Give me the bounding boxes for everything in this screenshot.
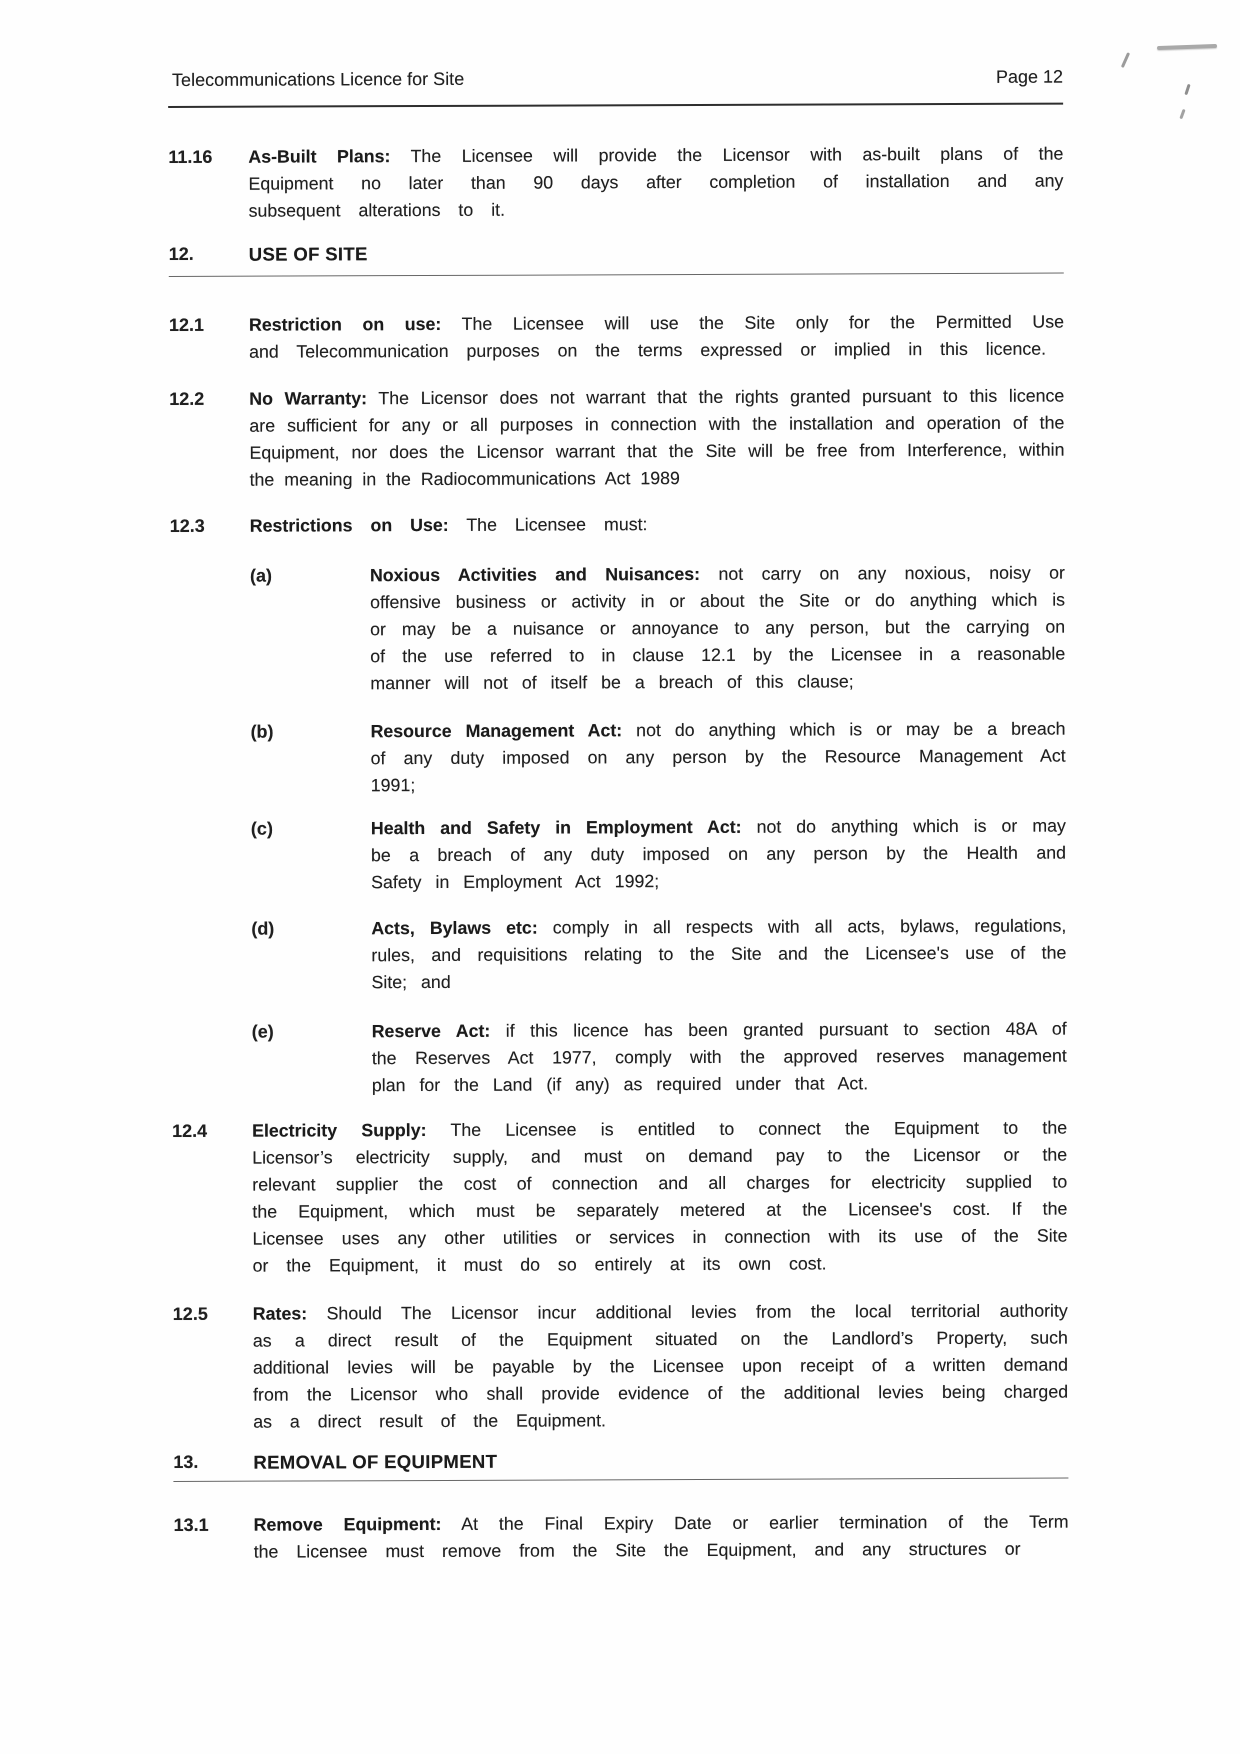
clause-12-1: [169, 309, 1064, 366]
clause-label: As-Built Plans:: [248, 146, 391, 167]
subclause-label: Reserve Act:: [371, 1020, 491, 1042]
subclause-e: [252, 1016, 1067, 1100]
clause-12-4: [172, 1115, 1068, 1280]
clause-paragraph: [252, 1115, 1068, 1280]
clause-label: Restrictions on Use:: [249, 514, 449, 536]
clause-paragraph: [250, 510, 1065, 540]
clause-text: The Licensee is entitled to connect the Equipment to the Licensor’s electricity supply, and must on demand pay to the Licensor or the relevant supplier the cost of connection and all charges for electricity supplied to the Equipment, which must be separately metered at the Licensee's cost. If the Licensee uses any other utilities or services in connection with its use of the Site or the Equipment, it must do so entirely at its own cost.: [252, 1117, 1068, 1276]
subclause-label: Resource Management Act:: [370, 720, 623, 742]
clause-text: The Licensee will use the Site only for the Permitted Use and Telecommunication purposes on the terms expressed or implied in this licence.: [249, 311, 1064, 362]
clause-12-5: [173, 1298, 1069, 1436]
subclause-b: [250, 716, 1065, 800]
clause-paragraph: [249, 383, 1064, 494]
clause-text: Should The Licensor incur additional levies from the local territorial authority as a direct result of the Equipment situated on the Landlord’s Property, such additional levies will be payable by the Licensee upon receipt of a written demand from the Licensor who shall provide evidence of the additional levies being charged as a direct result of the Equipment.: [252, 1300, 1069, 1432]
subclause-paragraph: [370, 716, 1065, 800]
header-rule: [168, 103, 1063, 108]
subclause-letter: (b): [250, 721, 274, 742]
section-rule: [173, 1478, 1068, 1482]
clause-number: 11.16: [168, 146, 213, 167]
subclause-label: Health and Safety in Employment Act:: [370, 816, 742, 839]
page-header: [168, 67, 1063, 91]
scan-artifact-tick: [1121, 52, 1130, 68]
subclause-text: not carry on any noxious, noisy or offensive business or activity in or about the Site or do anything which is or may be a nuisance or annoyance to any person, but the carrying on of the use referred to in clause 12.1 by the Licensee in a reasonable manner will not of itself be a breach of this clause;: [370, 562, 1066, 694]
document-title: Telecommunications Licence for Site: [171, 68, 465, 90]
subclause-text: comply in all respects with all acts, bylaws, regulations, rules, and requisitions relating to the Site and the Licensee's use of the Site; and: [371, 915, 1067, 993]
clause-text: The Licensee will provide the Licensor with as-built plans of the Equipment no later than 90 days after completion of installation and any subsequent alterations to it.: [248, 143, 1064, 221]
subclause-c: [251, 813, 1066, 897]
subclause-d: [251, 913, 1066, 997]
scan-artifact-tick: [1184, 84, 1190, 95]
clause-paragraph: [254, 1509, 1069, 1566]
scan-artifact-tick: [1179, 109, 1185, 119]
section-number: 12.: [168, 243, 194, 264]
clause-number: 13.1: [173, 1514, 209, 1535]
clause-text: The Licensee must:: [466, 514, 648, 535]
clause-label: Remove Equipment:: [253, 1513, 442, 1535]
section-title: REMOVAL OF EQUIPMENT: [253, 1450, 498, 1473]
clause-number: 12.5: [172, 1303, 208, 1324]
clause-label: Electricity Supply:: [252, 1120, 427, 1141]
subclause-paragraph: [371, 813, 1066, 897]
subclause-label: Noxious Activities and Nuisances:: [369, 563, 701, 586]
clause-number: 12.2: [169, 388, 205, 409]
subclause-text: if this licence has been granted pursuant to section 48A of the Reserves Act 1977, comply with the approved reserves management plan for the Land (if any) as required under that Act.: [371, 1018, 1067, 1096]
clause-text: The Licensor does not warrant that the rights granted pursuant to this licence are sufficient for any or all purposes in connection with the installation and operation of the Equipment, nor does the Licensor warrant that the Site will be free from Interference, within the meaning in the Radiocommunications Act 1989: [249, 385, 1065, 490]
clause-paragraph: [253, 1298, 1069, 1436]
subclause-letter: (d): [251, 918, 275, 939]
clause-12-3: [170, 510, 1065, 540]
clause-paragraph: [248, 141, 1063, 225]
subclause-label: Acts, Bylaws etc:: [371, 917, 538, 939]
clause-text: At the Final Expiry Date or earlier termination of the Term the Licensee must remove from the Site the Equipment, and any structures or: [253, 1511, 1069, 1562]
subclause-text: not do anything which is or may be a breach of any duty imposed on any person by the Resource Management Act 1991;: [370, 718, 1066, 796]
subclause-text: not do anything which is or may be a breach of any duty imposed on any person by the Health and Safety in Employment Act 1992;: [370, 815, 1067, 893]
section-number: 13.: [173, 1451, 199, 1472]
subclause-paragraph: [371, 913, 1066, 997]
clause-12-2: [169, 383, 1064, 494]
clause-label: Restriction on use:: [248, 313, 442, 335]
clause-number: 12.3: [169, 515, 205, 536]
clause-number: 12.4: [172, 1120, 208, 1141]
clause-13-1: [174, 1509, 1069, 1566]
clause-label: No Warranty:: [249, 388, 368, 409]
clause-11-16: [168, 141, 1063, 225]
subclause-letter: (c): [250, 818, 273, 839]
clause-label: Rates:: [252, 1303, 308, 1324]
section-heading-12: [169, 238, 1064, 268]
document-content: [168, 67, 1069, 1566]
section-title: USE OF SITE: [248, 243, 368, 265]
subclause-a: [250, 560, 1066, 698]
subclause-letter: (a): [249, 565, 272, 586]
clause-number: 12.1: [168, 314, 205, 335]
page-number: Page 12: [995, 66, 1064, 87]
subclause-letter: (e): [251, 1021, 274, 1042]
scan-artifact-dash: [1157, 44, 1217, 50]
section-rule: [169, 273, 1064, 277]
clause-paragraph: [249, 309, 1064, 366]
subclause-paragraph: [370, 560, 1066, 698]
section-heading-13: [173, 1446, 1068, 1476]
subclause-paragraph: [372, 1016, 1067, 1100]
